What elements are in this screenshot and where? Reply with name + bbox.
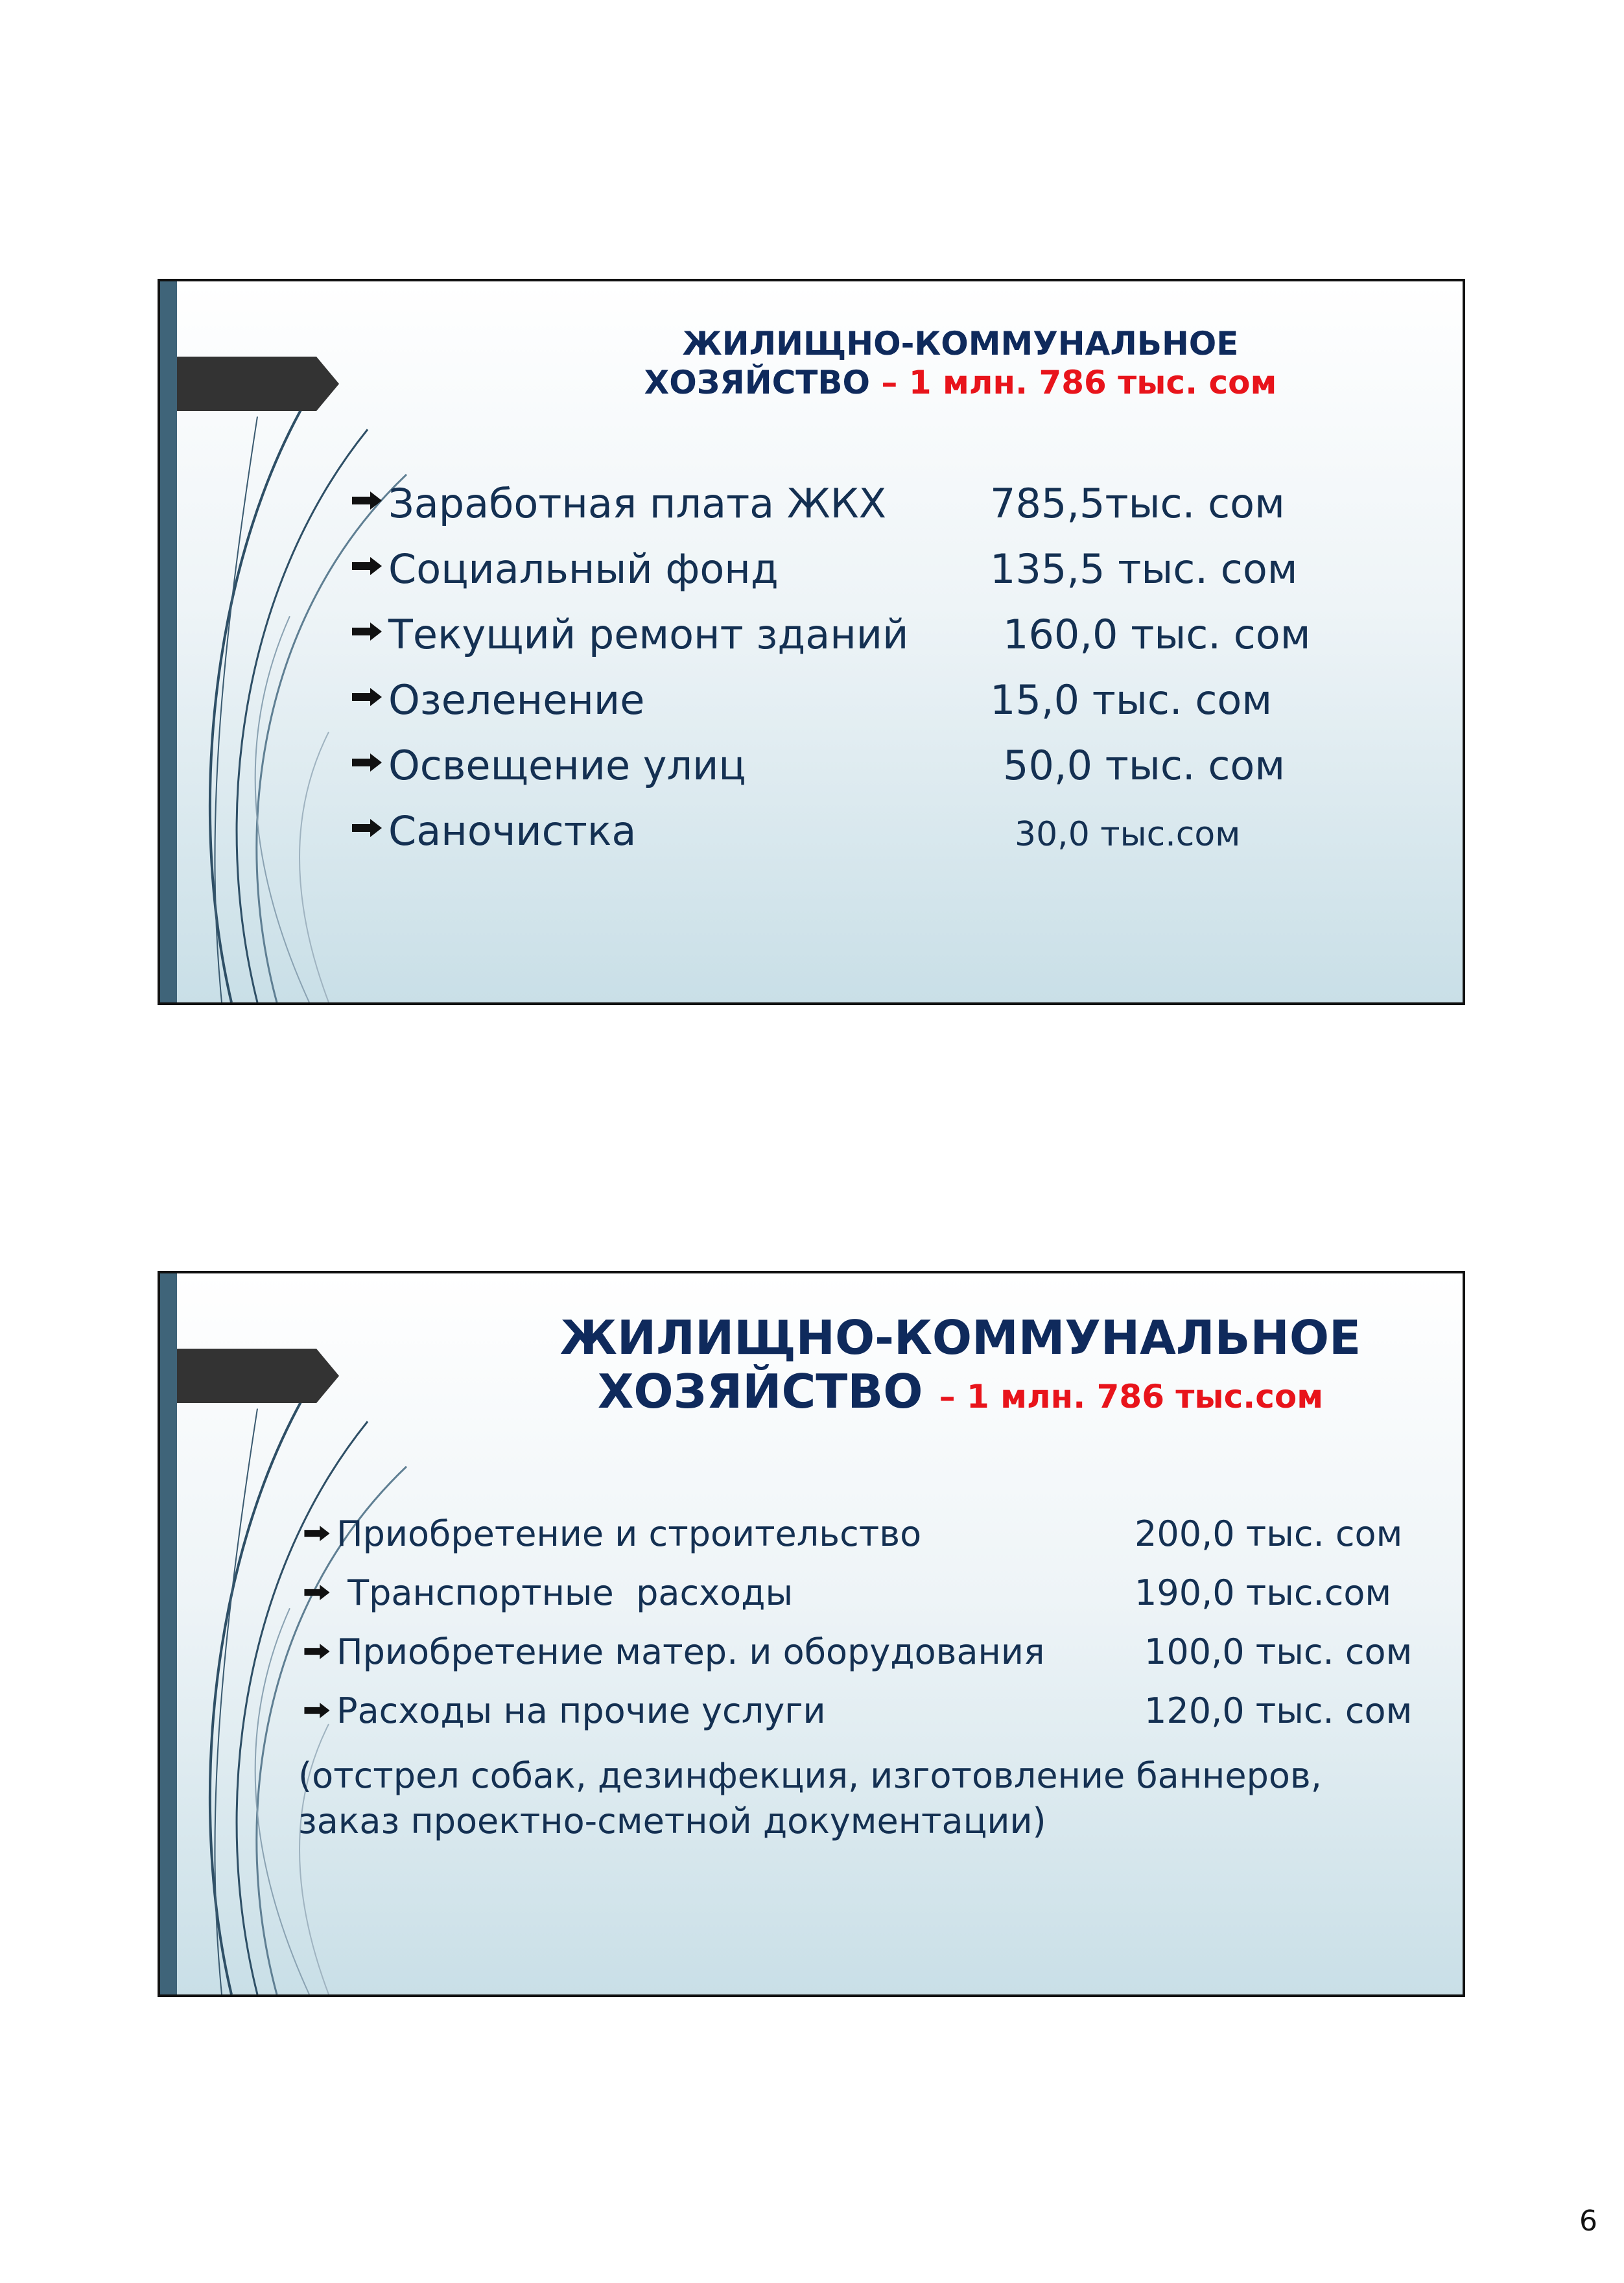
slide-title	[484, 324, 1437, 402]
item-value: 160,0 тыс. сом	[1003, 611, 1311, 658]
title-total: – 1 млн. 786 тыс. сом	[881, 364, 1277, 401]
list-item	[160, 1513, 1463, 1560]
pointing-hand-icon	[351, 553, 383, 579]
list-item	[160, 1690, 1463, 1737]
item-label: Расходы на прочие услуги	[336, 1690, 826, 1731]
pointing-hand-icon	[303, 1581, 331, 1603]
item-value: 15,0 тыс. сом	[990, 676, 1273, 724]
title-line-2	[484, 363, 1437, 402]
slide-title	[484, 1311, 1437, 1419]
pointing-hand-icon	[351, 619, 383, 645]
title-total: – 1 млн. 786 тыс.сом	[939, 1377, 1324, 1415]
list-item	[160, 676, 1463, 728]
item-value: 100,0 тыс. сом	[1144, 1631, 1413, 1672]
pointing-hand-icon	[303, 1699, 331, 1721]
pointing-hand-icon	[303, 1640, 331, 1662]
item-label: Транспортные расходы	[336, 1572, 794, 1613]
list-item	[160, 1631, 1463, 1678]
title-line-1: ЖИЛИЩНО-КОММУНАЛЬНОЕ	[559, 1310, 1361, 1365]
item-value: 200,0 тыс. сом	[1135, 1513, 1403, 1554]
pointing-hand-icon	[351, 750, 383, 775]
pointing-hand-icon	[351, 684, 383, 710]
list-item	[160, 1572, 1463, 1619]
arrow-tab-icon	[177, 1349, 339, 1403]
item-value: 50,0 тыс. сом	[1003, 742, 1286, 789]
item-label: Саночистка	[388, 807, 637, 855]
item-label: Освещение улиц	[388, 742, 746, 789]
item-value: 30,0 тыс.сом	[1015, 815, 1241, 854]
item-value: 190,0 тыс.сом	[1135, 1572, 1392, 1613]
item-label: Заработная плата ЖКХ	[388, 480, 887, 527]
item-label: Приобретение и строительство	[336, 1513, 922, 1554]
page-number: 6	[1579, 2205, 1597, 2238]
pointing-hand-icon	[303, 1522, 331, 1544]
slide-2	[158, 1271, 1465, 1997]
title-line-1: ЖИЛИЩНО-КОММУНАЛЬНОЕ	[682, 325, 1239, 362]
item-label: Текущий ремонт зданий	[388, 611, 909, 658]
list-item	[160, 545, 1463, 597]
item-label: Озеленение	[388, 676, 645, 724]
slide-1	[158, 279, 1465, 1005]
item-value: 785,5тыс. сом	[990, 480, 1285, 527]
items-note: (отстрел собак, дезинфекция, изготовление баннеров, заказ проектно-сметной документации)	[298, 1755, 1322, 1842]
item-value: 135,5 тыс. сом	[990, 545, 1298, 593]
list-item	[160, 611, 1463, 663]
list-item	[160, 742, 1463, 794]
pointing-hand-icon	[351, 488, 383, 514]
item-value: 120,0 тыс. сом	[1144, 1690, 1413, 1731]
item-label: Приобретение матер. и оборудования	[336, 1631, 1045, 1672]
title-word: ХОЗЯЙСТВО	[597, 1364, 923, 1419]
title-line-2	[484, 1365, 1437, 1419]
item-label: Социальный фонд	[388, 545, 779, 593]
title-word: ХОЗЯЙСТВО	[644, 364, 870, 401]
pointing-hand-icon	[351, 815, 383, 841]
list-item	[160, 807, 1463, 859]
list-item	[160, 480, 1463, 532]
arrow-tab-icon	[177, 357, 339, 411]
